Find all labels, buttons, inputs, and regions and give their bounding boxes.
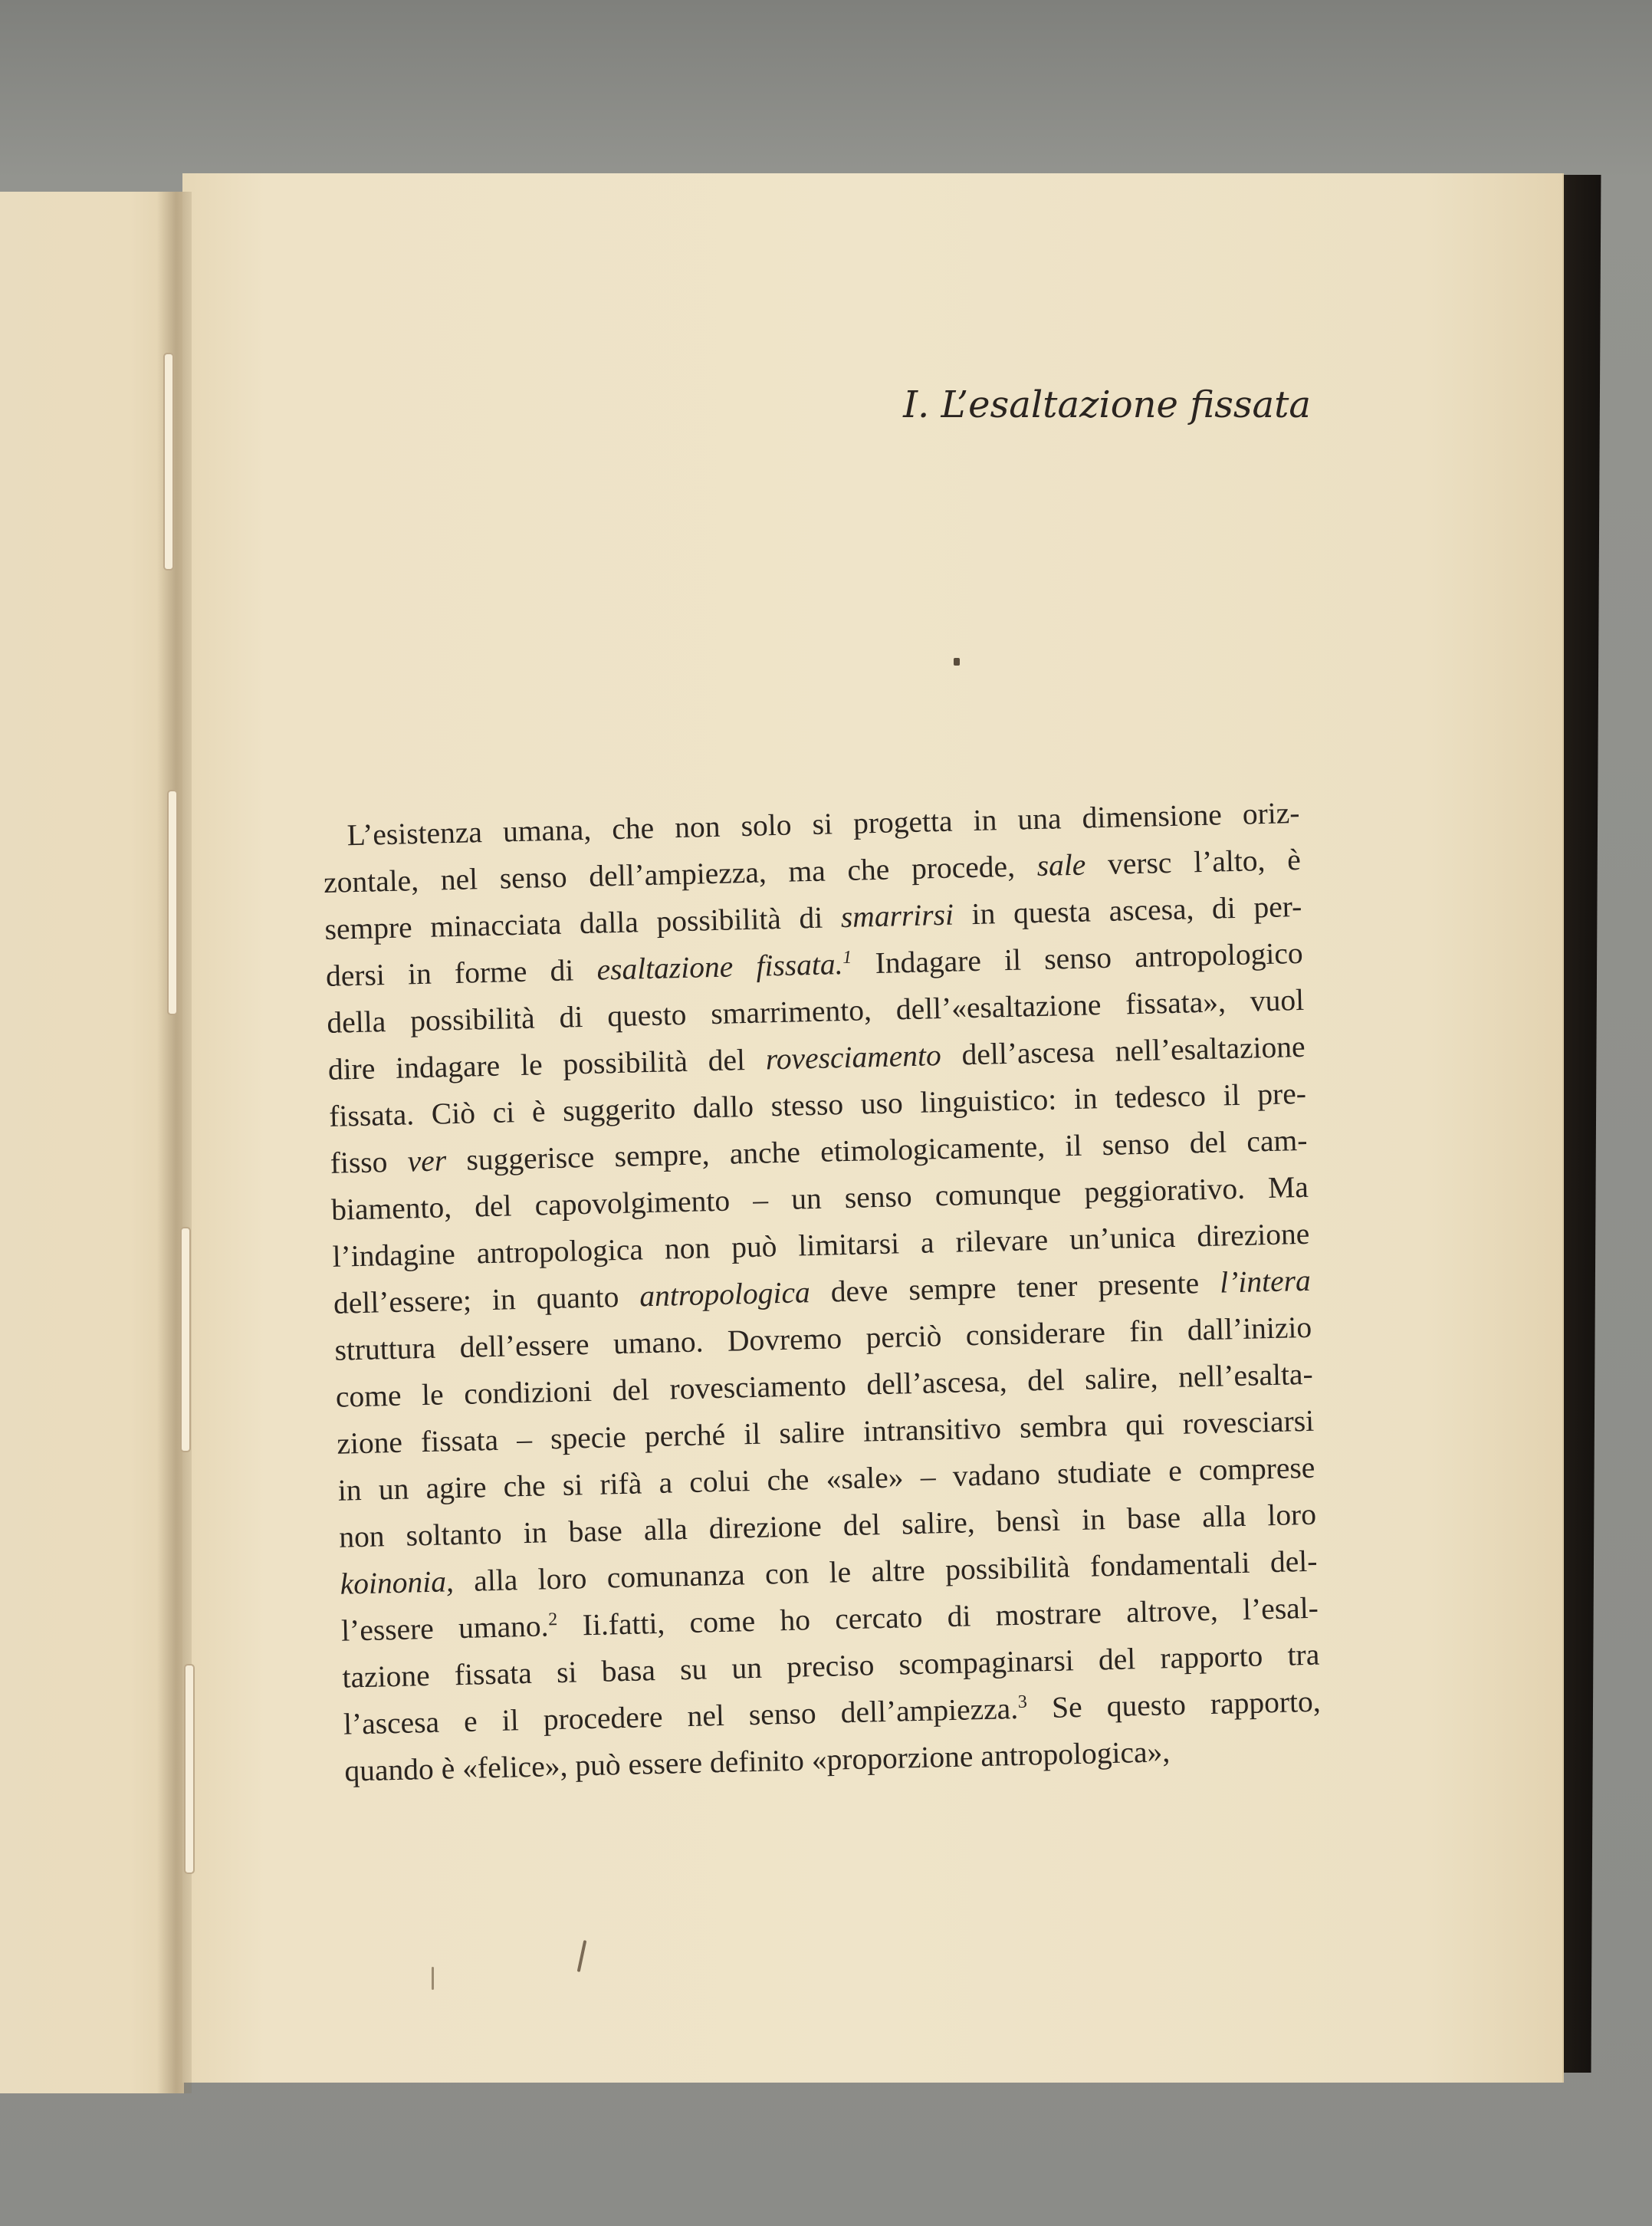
word: con	[764, 1556, 810, 1591]
word: capovolgimento	[534, 1183, 731, 1222]
word: sempre	[908, 1271, 997, 1307]
word: vuol	[1250, 982, 1305, 1018]
word: possibilità	[944, 1550, 1071, 1587]
word: perciò	[865, 1319, 942, 1355]
word: dell’ascesa,	[865, 1364, 1008, 1402]
word: dell’«esaltazione	[895, 988, 1102, 1027]
word: Ii.fatti,	[582, 1606, 665, 1642]
word: rifà	[599, 1466, 642, 1501]
left-page	[0, 192, 184, 2093]
word: altrove,	[1125, 1593, 1219, 1629]
word: minacciata	[429, 906, 562, 944]
word: rovesciamento	[765, 1038, 942, 1077]
word: tazione	[342, 1659, 431, 1695]
word: l’essere	[340, 1611, 435, 1648]
word: di	[1211, 890, 1237, 926]
word: dell’ampiezza.$^3$	[840, 1691, 1028, 1730]
word: soltanto	[406, 1516, 503, 1553]
word: una	[1016, 801, 1062, 837]
word: Ciò	[431, 1096, 476, 1131]
word: del	[1026, 1363, 1065, 1398]
paper-speck	[432, 1967, 434, 1990]
word: vadano	[952, 1457, 1041, 1493]
word: L’esistenza	[346, 815, 483, 853]
word: salire	[778, 1415, 846, 1451]
word: in	[491, 1282, 517, 1317]
word: stesso	[770, 1087, 844, 1123]
word: anche	[729, 1135, 801, 1171]
word: smarrimento,	[710, 993, 872, 1031]
word: ver	[407, 1143, 447, 1179]
word: koinonia,	[340, 1564, 455, 1601]
word: senso	[748, 1696, 817, 1732]
word: suggerisce	[465, 1139, 595, 1177]
word: questo	[606, 997, 687, 1034]
word: umana,	[502, 812, 592, 849]
word: –	[752, 1182, 769, 1217]
word: per-	[1253, 889, 1302, 925]
footnote-marker: 1	[842, 947, 852, 968]
word: direzione	[708, 1508, 823, 1546]
word: in	[973, 803, 997, 837]
word: si	[562, 1468, 583, 1502]
word: umano.	[613, 1324, 704, 1361]
word: ci	[492, 1095, 515, 1129]
word: ma	[787, 853, 826, 889]
word: senso	[1043, 940, 1112, 976]
word: non	[674, 809, 721, 845]
word: Se	[1051, 1689, 1083, 1725]
word: fissata.	[328, 1097, 415, 1133]
word: scompaginarsi	[898, 1643, 1075, 1682]
word: colui	[688, 1464, 750, 1499]
word: dall’inizio	[1187, 1310, 1312, 1347]
word: ascesa,	[1108, 892, 1194, 928]
word: bensì	[996, 1503, 1061, 1539]
word: salire,	[901, 1505, 976, 1541]
word: dallo	[692, 1089, 754, 1125]
word: loro	[537, 1561, 587, 1596]
word: ho	[779, 1603, 811, 1638]
word: procedere	[543, 1699, 663, 1737]
word: alla	[1201, 1498, 1246, 1534]
word: definito	[709, 1743, 805, 1780]
word: possibilità	[562, 1044, 688, 1081]
word: nell’esalta-	[1177, 1356, 1314, 1394]
word: uso	[860, 1086, 904, 1121]
word: fissata.$^1$	[755, 947, 852, 983]
word: l’indagine	[332, 1237, 456, 1274]
word: comunanza	[606, 1557, 746, 1595]
word: versc	[1107, 845, 1172, 881]
word: base	[568, 1514, 623, 1549]
word: il	[1064, 1128, 1082, 1163]
word: altre	[871, 1553, 926, 1589]
word: del-	[1269, 1544, 1318, 1580]
word: forme	[454, 954, 527, 990]
running-head: I. L’esaltazione fissata	[903, 383, 1311, 426]
word: nel	[440, 862, 478, 897]
word: cam-	[1246, 1123, 1308, 1159]
word: «sale»	[826, 1460, 905, 1496]
word: le	[829, 1555, 852, 1590]
word: di	[947, 1599, 971, 1634]
word: nel	[686, 1698, 725, 1734]
word: mostrare	[995, 1596, 1102, 1633]
word: rapporto	[1159, 1639, 1263, 1675]
word: deve	[830, 1273, 888, 1309]
word: dire	[327, 1051, 376, 1087]
word: dersi	[325, 958, 386, 993]
word: si	[556, 1655, 577, 1690]
footnote-marker: 3	[1017, 1692, 1028, 1712]
word: l’alto,	[1193, 843, 1266, 880]
word: non	[664, 1231, 711, 1266]
word: della	[326, 1004, 386, 1040]
word: rovesciarsi	[1182, 1403, 1315, 1441]
word: e	[463, 1704, 478, 1738]
word: sale	[1036, 847, 1086, 883]
word: possibilità	[655, 901, 782, 939]
word: fissata	[454, 1656, 533, 1692]
word: l’ascesa	[343, 1705, 440, 1741]
word: struttura	[333, 1330, 436, 1367]
word: può	[731, 1229, 777, 1264]
word: fissata	[420, 1422, 499, 1459]
word: salire,	[1084, 1360, 1159, 1396]
word: preciso	[786, 1648, 875, 1685]
word: di	[559, 1000, 583, 1034]
word: senso	[499, 860, 568, 896]
word: –	[920, 1459, 937, 1494]
word: rovesciamento	[669, 1368, 847, 1406]
word: un’unica	[1069, 1219, 1176, 1257]
word: questo	[1106, 1687, 1187, 1724]
word: a	[658, 1465, 673, 1500]
footnote-marker: 2	[547, 1609, 558, 1630]
word: è	[441, 1751, 455, 1786]
word: zontale,	[323, 863, 419, 899]
word: fondamentali	[1089, 1545, 1250, 1583]
word: in	[407, 956, 432, 991]
word: del	[612, 1373, 650, 1408]
word: cercato	[834, 1600, 923, 1636]
word: in	[1073, 1081, 1099, 1116]
word: comunque	[934, 1175, 1062, 1213]
word: le	[421, 1377, 445, 1412]
word: su	[679, 1652, 708, 1687]
word: intransitivo	[862, 1411, 1002, 1448]
word: un	[790, 1181, 823, 1216]
word: sembra	[1019, 1409, 1108, 1445]
word: base	[1126, 1500, 1181, 1536]
word: –	[516, 1422, 533, 1457]
word: del	[842, 1508, 881, 1543]
word: che	[767, 1462, 810, 1498]
word: antropologico	[1134, 935, 1304, 975]
word: come	[335, 1378, 402, 1414]
word: comprese	[1198, 1450, 1315, 1488]
word: qui	[1125, 1407, 1165, 1442]
word: le	[520, 1047, 544, 1082]
word: indagare	[395, 1048, 501, 1085]
word: il	[501, 1703, 520, 1738]
word: perché	[644, 1417, 726, 1454]
word: l’esal-	[1242, 1590, 1319, 1626]
word: peggiorativo.	[1083, 1171, 1246, 1209]
word: direzione	[1196, 1216, 1310, 1254]
word: procede,	[911, 849, 1016, 886]
word: dell’essere	[459, 1327, 590, 1364]
word: specie	[550, 1419, 627, 1456]
word: antropologica	[476, 1232, 644, 1271]
word: dalla	[579, 905, 639, 941]
binding-stitch	[184, 1664, 195, 1874]
word: suggerito	[562, 1091, 676, 1128]
word: «felice»,	[461, 1748, 568, 1786]
word: del	[708, 1043, 746, 1078]
word: fissata»,	[1125, 985, 1227, 1021]
word: un	[731, 1650, 763, 1685]
binding-stitch	[180, 1227, 191, 1452]
word: condizioni	[463, 1373, 593, 1411]
word: che	[611, 811, 655, 847]
word: possibilità	[409, 1001, 536, 1038]
word: alla	[643, 1512, 688, 1547]
word: esaltazione	[596, 949, 734, 987]
word: pre-	[1256, 1076, 1307, 1112]
word: è	[1286, 842, 1302, 877]
word: del	[1189, 1125, 1227, 1160]
word: alla	[473, 1563, 518, 1598]
word: che	[503, 1468, 547, 1504]
word: umano.$^2$	[458, 1609, 558, 1646]
word: «proporzione	[811, 1739, 974, 1777]
word: Ma	[1267, 1169, 1309, 1205]
word: nell’esaltazione	[1115, 1029, 1306, 1068]
word: il	[1003, 942, 1022, 978]
word: tener	[1016, 1268, 1078, 1304]
word: che	[846, 852, 890, 887]
word: tedesco	[1114, 1078, 1207, 1115]
word: in	[337, 1473, 363, 1508]
word: biamento,	[330, 1190, 452, 1227]
word: loro	[1266, 1497, 1317, 1533]
word: fisso	[330, 1145, 388, 1180]
word: questa	[1013, 894, 1092, 930]
word: antropologica»,	[980, 1734, 1171, 1774]
word: progetta	[852, 804, 953, 840]
word: antropologica	[639, 1275, 811, 1314]
word: presente	[1098, 1266, 1200, 1303]
word: di	[550, 953, 574, 988]
word: studiate	[1056, 1454, 1152, 1491]
word: smarrirsi	[840, 897, 954, 935]
word: limitarsi	[797, 1226, 900, 1263]
word: solo	[741, 807, 792, 843]
word: rapporto,	[1210, 1684, 1322, 1721]
word: l’intera	[1219, 1263, 1312, 1300]
word: sempre,	[614, 1137, 710, 1174]
word: etimologicamente,	[819, 1129, 1046, 1169]
paper-speck	[954, 658, 960, 666]
word: senso	[844, 1179, 913, 1215]
word: dell’ampiezza,	[588, 855, 767, 893]
word: il	[743, 1416, 761, 1452]
word: come	[689, 1603, 756, 1639]
word: del	[474, 1189, 512, 1224]
word: sempre	[324, 910, 413, 946]
binding-stitch	[163, 353, 174, 570]
word: rilevare	[955, 1222, 1049, 1259]
word: dell’essere;	[333, 1283, 472, 1320]
word: Dovremo	[727, 1321, 842, 1358]
word: non	[338, 1519, 386, 1554]
word: di	[798, 900, 823, 935]
word: oriz-	[1242, 795, 1300, 831]
word: si	[812, 807, 833, 841]
binding-stitch	[167, 790, 178, 1015]
word: dimensione	[1082, 797, 1223, 835]
word: fin	[1128, 1314, 1164, 1349]
body-text	[322, 790, 1322, 1795]
word: in	[523, 1515, 547, 1550]
word: dell’ascesa	[961, 1034, 1095, 1072]
word: basa	[601, 1653, 656, 1688]
word: tra	[1287, 1637, 1320, 1672]
word: a	[920, 1225, 935, 1260]
word: e	[1168, 1453, 1183, 1488]
word: quando	[343, 1751, 435, 1788]
word: Indagare	[875, 943, 982, 981]
word: il	[1223, 1077, 1241, 1113]
word: essere	[628, 1745, 703, 1781]
word: quanto	[536, 1280, 619, 1316]
word: agire	[425, 1470, 488, 1506]
word: senso	[1102, 1126, 1170, 1162]
word: considerare	[965, 1315, 1106, 1353]
word: in	[971, 896, 996, 932]
word: in	[1081, 1502, 1106, 1537]
word: del	[1098, 1642, 1136, 1677]
word: è	[531, 1094, 547, 1129]
word: un	[378, 1471, 409, 1507]
word: zione	[336, 1425, 403, 1461]
word: linguistico:	[919, 1082, 1057, 1120]
word: può	[574, 1748, 622, 1783]
